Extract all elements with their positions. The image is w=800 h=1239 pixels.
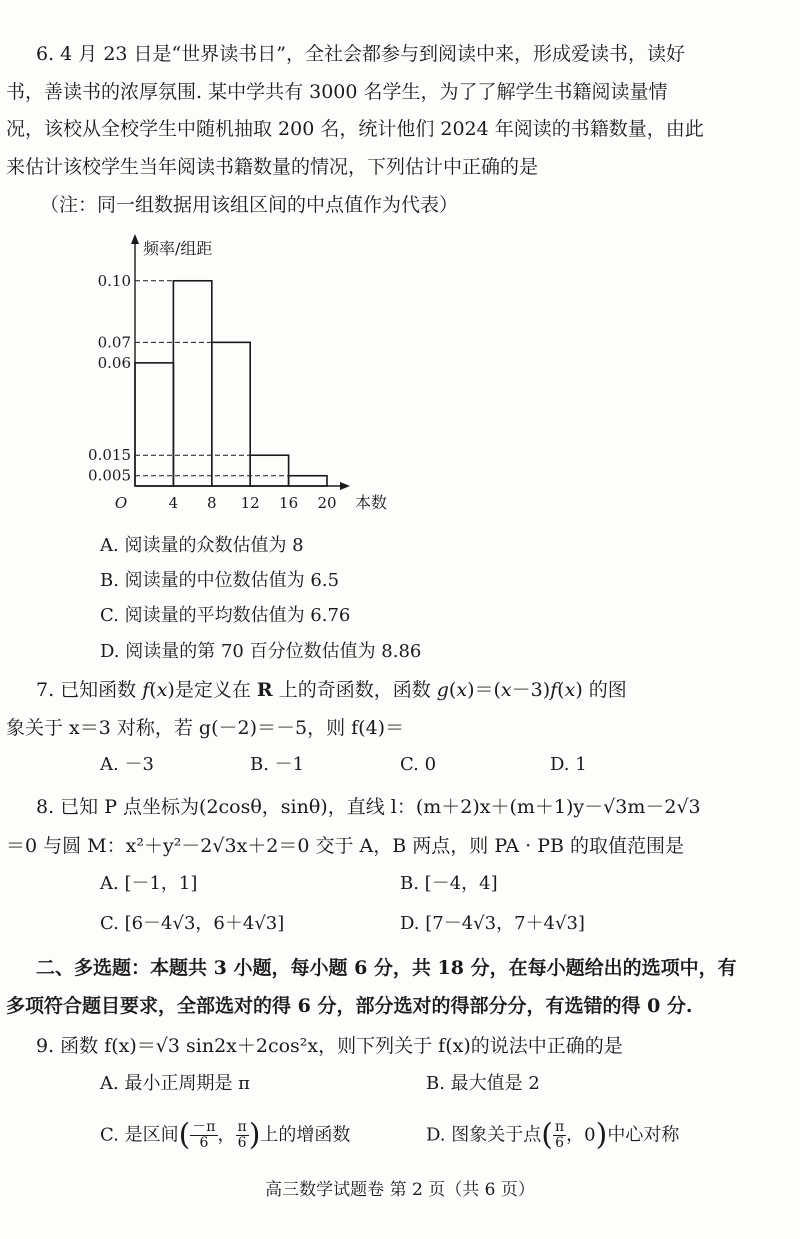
q7-option-a: A. －3 <box>100 754 154 775</box>
x-tick-label: 8 <box>207 494 217 512</box>
q7-line-2: 象关于 x＝3 对称，若 g(－2)＝－5，则 f(4)＝ <box>6 717 405 739</box>
q6-option-d: D. 阅读量的第 70 百分位数估值为 8.86 <box>100 641 422 662</box>
x-axis-arrow <box>340 482 350 490</box>
x-tick-label: 16 <box>279 494 299 512</box>
histogram-bar <box>135 363 173 486</box>
fraction-neg-pi-6: $\frac{-\pi}{6}$ <box>192 1119 216 1151</box>
q6-option-b: B. 阅读量的中位数估值为 6.5 <box>100 570 340 591</box>
q7-option-b: B. －1 <box>250 754 305 775</box>
y-axis-label: 频率/组距 <box>143 239 213 258</box>
y-tick-label: 0.10 <box>97 271 131 290</box>
q9-option-a: A. 最小正周期是 π <box>100 1073 250 1094</box>
q6-line-3: 况，该校从全校学生中随机抽取 200 名，统计他们 2024 年阅读的书籍数量，由此 <box>6 118 704 140</box>
q7-option-d: D. 1 <box>550 754 587 775</box>
page-footer: 高三数学试题卷 第 2 页（共 6 页） <box>265 1180 535 1200</box>
fraction-pi-6: $\frac{\pi}{6}$ <box>237 1119 247 1151</box>
histogram-bar <box>250 455 288 486</box>
q9-option-b: B. 最大值是 2 <box>426 1073 540 1094</box>
q7-option-c: C. 0 <box>400 754 437 775</box>
y-tick-label: 0.07 <box>97 333 131 352</box>
q6-line-2: 书，善读书的浓厚氛围. 某中学共有 3000 名学生，为了了解学生书籍阅读量情 <box>6 81 668 103</box>
x-axis-label: 本数 <box>355 493 388 512</box>
y-axis-arrow <box>131 234 139 244</box>
q8-option-c: C. [6－4√3，6＋4√3] <box>100 913 285 934</box>
q6-option-c: C. 阅读量的平均数估值为 6.76 <box>100 605 351 626</box>
x-tick-label: 12 <box>240 494 260 512</box>
y-tick-label: 0.015 <box>88 446 131 465</box>
fraction-pi-6-point: $\frac{\pi}{6}$ <box>554 1119 565 1151</box>
histogram-bar <box>289 476 327 486</box>
section2-line-2: 多项符合题目要求，全部选对的得 6 分，部分选对的得部分分，有选错的得 0 分. <box>6 995 693 1017</box>
x-tick-label: 20 <box>317 494 337 512</box>
q8-option-b: B. [－4，4] <box>400 873 498 894</box>
q8-option-a: A. [－1，1] <box>100 873 198 894</box>
q8-line-1: 8. 已知 P 点坐标为(2cosθ，sinθ)，直线 l：(m＋2)x＋(m＋1)y－√3m－2√3 <box>36 796 701 818</box>
q6-option-a: A. 阅读量的众数估值为 8 <box>100 535 304 556</box>
y-tick-label: 0.005 <box>88 466 131 485</box>
q7-line-1: 7. 已知函数 f(x)是定义在 R 上的奇函数，函数 g(x)＝(x－3)f(x) 的图 <box>36 679 627 701</box>
histogram-bar <box>212 342 250 486</box>
q9-option-c: C. 是区间( $\frac{-\pi}{6}$ ， $\frac{\pi}{6}$ )上的增函数 <box>100 1117 351 1153</box>
q6-line-4: 来估计该校学生当年阅读书籍数量的情况，下列估计中正确的是 <box>6 156 539 178</box>
histogram-chart <box>75 228 435 518</box>
section2-line-1: 二、多选题：本题共 3 小题，每小题 6 分，共 18 分，在每小题给出的选项中，有 <box>36 957 737 979</box>
x-tick-label: 4 <box>168 494 179 512</box>
origin-label: O <box>114 494 128 512</box>
q6-line-1: 6. 4 月 23 日是“世界读书日”，全社会都参与到阅读中来，形成爱读书，读好 <box>36 43 685 65</box>
q8-line-2: ＝0 与圆 M：x²＋y²－2√3x＋2＝0 交于 A，B 两点，则 PA · PB 的取值范围是 <box>6 835 684 857</box>
q6-note: （注：同一组数据用该组区间的中点值作为代表） <box>40 194 459 216</box>
q9-stem: 9. 函数 f(x)＝√3 sin2x＋2cos²x，则下列关于 f(x)的说法中正确的是 <box>36 1035 623 1057</box>
q8-option-d: D. [7－4√3，7＋4√3] <box>400 913 585 934</box>
y-tick-label: 0.06 <box>97 353 131 372</box>
q9-option-d: D. 图象关于点( $\frac{\pi}{6}$ ，0)中心对称 <box>426 1117 680 1153</box>
